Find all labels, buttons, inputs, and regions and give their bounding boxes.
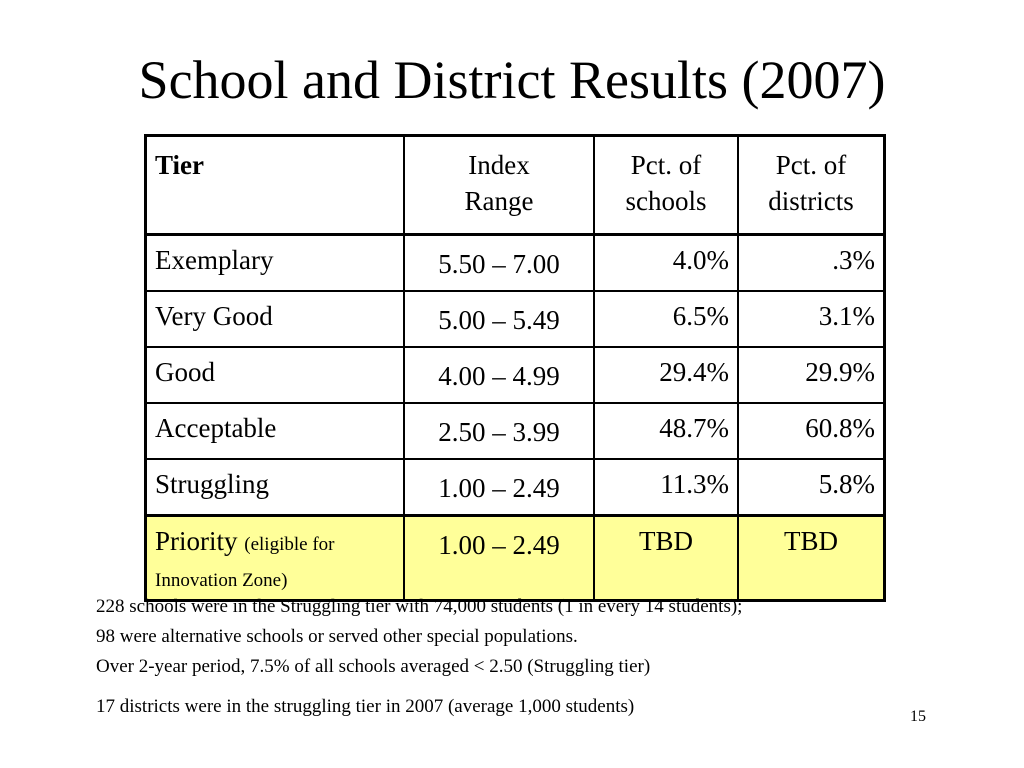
table-row <box>146 291 885 347</box>
header-pct-districts-line1: Pct. of <box>775 150 847 180</box>
note-line: 98 were alternative schools or served other special populations. <box>96 626 578 647</box>
pct-schools-cell: 48.7% <box>594 403 738 459</box>
note-line: 228 schools were in the Struggling tier with 74,000 students (1 in every 14 students); <box>96 596 743 617</box>
pct-districts-cell: .3% <box>738 235 885 292</box>
table-header-row <box>146 136 885 235</box>
priority-tier-label: Priority <box>155 526 238 556</box>
header-pct-schools-line2: schools <box>625 186 707 216</box>
header-index-range-line2: Range <box>464 186 534 216</box>
slide-title: School and District Results (2007) <box>138 50 886 110</box>
header-index-range-line1: Index <box>468 150 530 180</box>
priority-pct-districts-cell: TBD <box>738 516 885 601</box>
header-index-range <box>404 136 594 235</box>
pct-schools-cell: 4.0% <box>594 235 738 292</box>
index-range-cell: 1.00 – 2.49 <box>404 459 594 516</box>
tier-cell: Very Good <box>146 291 405 347</box>
index-range-cell: 5.00 – 5.49 <box>404 291 594 347</box>
header-pct-districts <box>738 136 885 235</box>
index-range-cell: 5.50 – 7.00 <box>404 235 594 292</box>
priority-tier-note: (eligible for Innovation Zone) <box>155 534 335 591</box>
notes-block <box>96 592 996 722</box>
priority-pct-schools-cell: TBD <box>594 516 738 601</box>
header-pct-schools <box>594 136 738 235</box>
note-line: Over 2-year period, 7.5% of all schools averaged < 2.50 (Struggling tier) <box>96 656 651 677</box>
table-row <box>146 235 885 292</box>
pct-districts-cell: 29.9% <box>738 347 885 403</box>
note-line: 17 districts were in the struggling tier in 2007 (average 1,000 students) <box>96 696 635 717</box>
pct-schools-cell: 6.5% <box>594 291 738 347</box>
pct-districts-cell: 3.1% <box>738 291 885 347</box>
index-range-cell: 2.50 – 3.99 <box>404 403 594 459</box>
pct-districts-cell: 60.8% <box>738 403 885 459</box>
tier-cell: Good <box>146 347 405 403</box>
header-pct-districts-line2: districts <box>768 186 854 216</box>
header-tier: Tier <box>146 136 405 235</box>
pct-districts-cell: 5.8% <box>738 459 885 516</box>
tier-cell: Struggling <box>146 459 405 516</box>
priority-tier-cell <box>146 516 405 601</box>
table-row <box>146 403 885 459</box>
priority-row <box>146 516 885 601</box>
pct-schools-cell: 29.4% <box>594 347 738 403</box>
results-table <box>144 134 886 602</box>
index-range-cell: 4.00 – 4.99 <box>404 347 594 403</box>
pct-schools-cell: 11.3% <box>594 459 738 516</box>
header-pct-schools-line1: Pct. of <box>630 150 702 180</box>
priority-index-range-cell: 1.00 – 2.49 <box>404 516 594 601</box>
page-number: 15 <box>910 708 926 725</box>
table-row <box>146 347 885 403</box>
tier-cell: Acceptable <box>146 403 405 459</box>
table-row <box>146 459 885 516</box>
tier-cell: Exemplary <box>146 235 405 292</box>
